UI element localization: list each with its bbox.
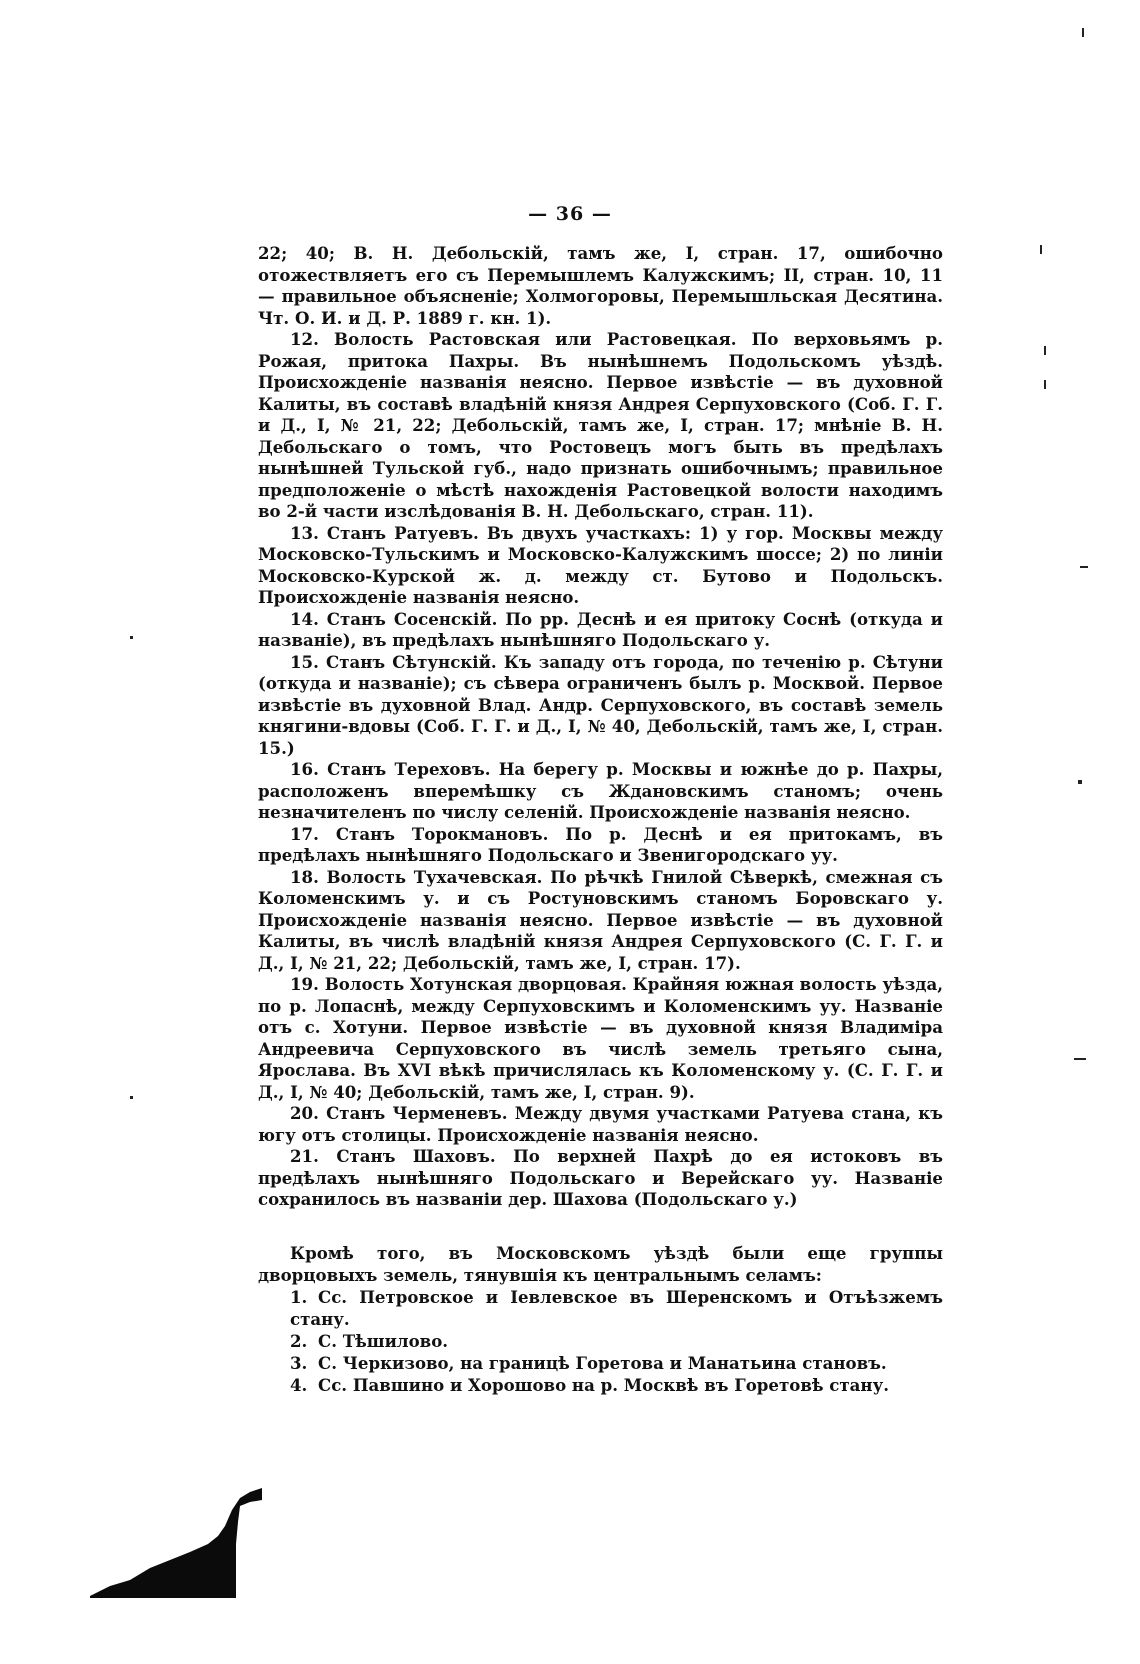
paragraph-19-khotunskaya: 19. Волость Хотунская дворцовая. Крайняя южная волость уѣзда, по р. Лопаснѣ, между Серпуховскимъ и Коломенскимъ уу. Названіе отъ с. Хотуни. Первое извѣстіе — въ духовной князя Владиміра Андреевича Серпуховского въ числѣ земель третьяго сына, Ярослава. Въ XVI вѣкѣ причислялась къ Коломенскому у. (С. Г. Г. и Д., I, № 40; Дебольскій, тамъ же, I, стран. 9). xyxy=(258,974,943,1102)
list-item-number: 4. xyxy=(290,1375,308,1395)
list-item xyxy=(258,1330,943,1352)
list-item-text: С. Черкизово, на границѣ Горетова и Манатьина становъ. xyxy=(318,1353,887,1373)
main-text xyxy=(258,243,943,1211)
paragraph-15-setunskiy: 15. Станъ Сѣтунскій. Къ западу отъ города, по теченію р. Сѣтуни (откуда и названіе); съ сѣвера ограниченъ былъ р. Москвой. Первое извѣстіе въ духовной Влад. Андр. Серпуховского, въ составѣ земель княгини-вдовы (Соб. Г. Г. и Д., I, № 40, Дебольскій, тамъ же, I, стран. 15.) xyxy=(258,651,943,758)
list-item-text: Сс. Петровское и Іевлевское въ Шеренскомъ и Отъѣзжемъ стану. xyxy=(290,1287,943,1329)
list-item-text: С. Тѣшилово. xyxy=(318,1331,449,1351)
list-item-number: 1. xyxy=(290,1287,308,1307)
list-item-text: Сс. Павшино и Хорошово на р. Москвѣ въ Горетовѣ стану. xyxy=(318,1375,889,1395)
addendum-section xyxy=(258,1242,943,1396)
paragraph-18-tukhachevskaya: 18. Волость Тухачевская. По рѣчкѣ Гнилой Сѣверкѣ, смежная съ Коломенскимъ у. и съ Ростуновскимъ станомъ Боровскаго у. Происхожденіе названія неясно. Первое извѣстіе — въ духовной Калиты, въ числѣ владѣній князя Андрея Серпуховского (С. Г. Г. и Д., I, № 21, 22; Дебольскій, тамъ же, I, стран. 17). xyxy=(258,866,943,973)
list-item xyxy=(258,1374,943,1396)
paragraph-continuation: 22; 40; В. Н. Дебольскій, тамъ же, I, стран. 17, ошибочно отожествляетъ его съ Перемышлемъ Калужскимъ; II, стран. 10, 11 — правильное объясненіе; Холмогоровы, Перемышльская Десятина. Чт. О. И. и Д. Р. 1889 г. кн. 1). xyxy=(258,243,943,328)
scan-speck xyxy=(1080,566,1088,568)
scan-speck xyxy=(1074,1058,1086,1060)
ink-smudge-artifact xyxy=(90,1488,262,1598)
list-item xyxy=(258,1286,943,1330)
paragraph-17-torokmanov: 17. Станъ Торокмановъ. По р. Деснѣ и ея притокамъ, въ предѣлахъ нынѣшняго Подольскаго и Звенигородскаго уу. xyxy=(258,823,943,865)
paragraph-13-ratuev: 13. Станъ Ратуевъ. Въ двухъ участкахъ: 1) у гор. Москвы между Московско-Тульскимъ и Московско-Калужскимъ шоссе; 2) по линіи Московско-Курской ж. д. между ст. Бутово и Подольскъ. Происхожденіе названія неясно. xyxy=(258,522,943,607)
scan-speck xyxy=(130,1096,133,1099)
addendum-list xyxy=(258,1286,943,1396)
paragraph-20-chermenev: 20. Станъ Черменевъ. Между двумя участками Ратуева стана, къ югу отъ столицы. Происхожденіе названія неясно. xyxy=(258,1103,943,1145)
paragraph-16-terekhov: 16. Станъ Тереховъ. На берегу р. Москвы и южнѣе до р. Пахры, расположенъ вперемѣшку съ Ждановскимъ станомъ; очень незначителенъ по числу селеній. Происхожденіе названія неясно. xyxy=(258,759,943,822)
scan-speck xyxy=(1082,28,1084,37)
scan-speck xyxy=(1078,780,1082,784)
scan-speck xyxy=(1044,380,1046,389)
list-item-number: 2. xyxy=(290,1331,308,1351)
page-number: — 36 — xyxy=(528,203,612,225)
scan-speck xyxy=(130,636,133,639)
paragraph-21-shakhov: 21. Станъ Шаховъ. По верхней Пахрѣ до ея истоковъ въ предѣлахъ нынѣшняго Подольскаго и Верейскаго уу. Названіе сохранилось въ названіи дер. Шахова (Подольскаго у.) xyxy=(258,1146,943,1209)
list-item-number: 3. xyxy=(290,1353,308,1373)
scan-speck xyxy=(1044,346,1046,355)
list-item xyxy=(258,1352,943,1374)
addendum-intro: Кромѣ того, въ Московскомъ уѣздѣ были еще группы дворцовыхъ земель, тянувшія къ центральнымъ селамъ: xyxy=(258,1243,943,1285)
scan-speck xyxy=(1040,245,1042,254)
paragraph-14-sosenskiy: 14. Станъ Сосенскій. По рр. Деснѣ и ея притоку Соснѣ (откуда и названіе), въ предѣлахъ нынѣшняго Подольскаго у. xyxy=(258,608,943,650)
paragraph-12-rastovskaya: 12. Волость Растовская или Растовецкая. По верховьямъ р. Рожая, притока Пахры. Въ нынѣшнемъ Подольскомъ уѣздѣ. Происхожденіе названія неясно. Первое извѣстіе — въ духовной Калиты, въ составѣ владѣній князя Андрея Серпуховского (Соб. Г. Г. и Д., I, № 21, 22; Дебольскій, тамъ же, I, стран. 17; мнѣніе В. Н. Дебольскаго о томъ, что Ростовецъ могъ быть въ предѣлахъ нынѣшней Тульской губ., надо признать ошибочнымъ; правильное предположеніе о мѣстѣ нахожденія Растовецкой волости находимъ во 2-й части изслѣдованія В. Н. Дебольскаго, стран. 11). xyxy=(258,329,943,521)
